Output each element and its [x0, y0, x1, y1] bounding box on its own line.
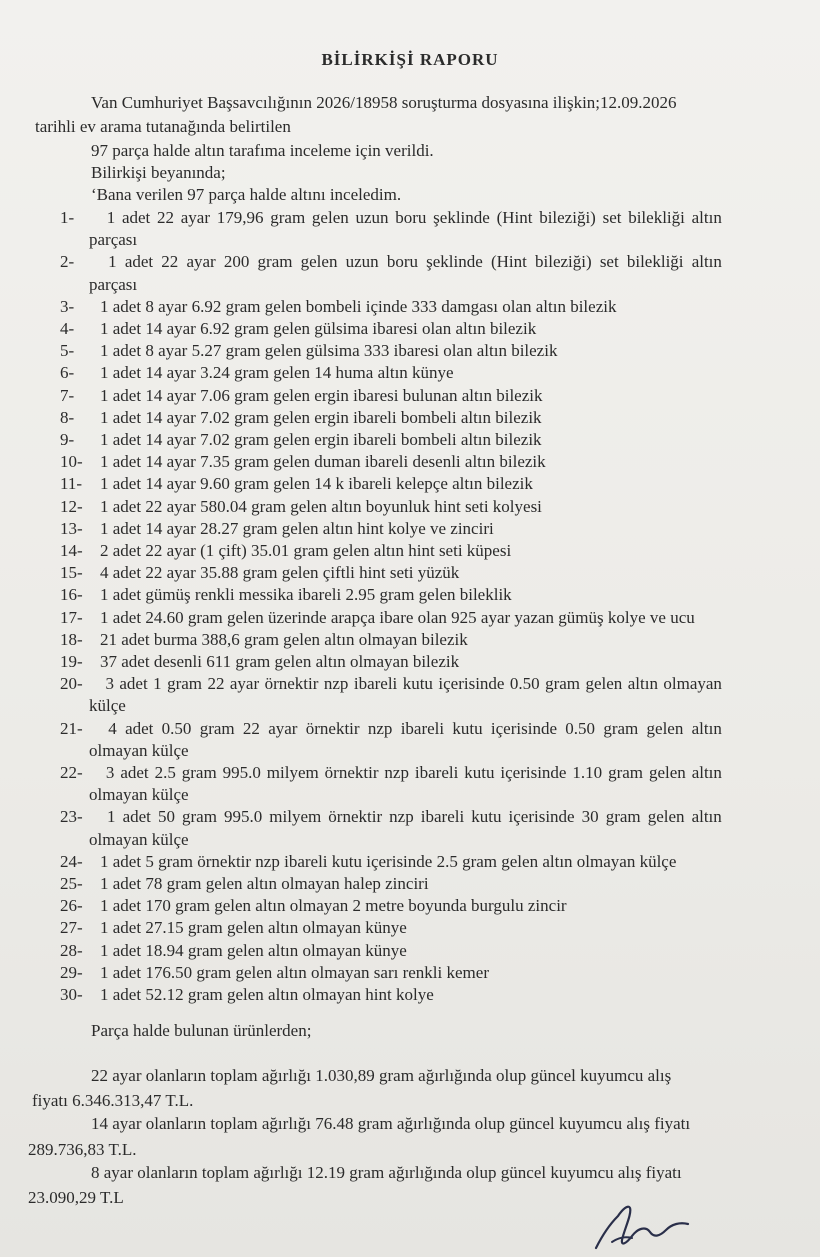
item-text: 1 adet 8 ayar 5.27 gram gelen gülsima 333 ibaresi olan altın bilezik — [100, 341, 558, 361]
item-word: 4 — [108, 718, 117, 738]
item-word: 1 — [153, 674, 162, 694]
item-word: içerisinde — [500, 763, 567, 782]
item-word: altın — [691, 807, 722, 827]
item-word: set — [599, 252, 619, 272]
item-word: nzp — [367, 718, 393, 738]
summary-14-line1: 14 ayar olanların toplam ağırlığı 76.48 gram ağırlığında olup güncel kuyumcu alış fiyatı — [91, 1114, 691, 1133]
item-text: 1 adet 27.15 gram gelen altın olmayan künye — [100, 918, 407, 938]
item-word: (Hint — [490, 252, 527, 272]
item-number: 25- — [60, 874, 83, 893]
item-word: 200 — [223, 252, 250, 272]
item-continuation: parçası — [89, 274, 138, 294]
item-number: 28- — [60, 940, 83, 960]
item-27 — [60, 918, 407, 938]
item-25 — [60, 874, 429, 894]
item-number: 3- — [60, 296, 75, 316]
item-word: ibareli — [414, 763, 459, 782]
item-number: 23- — [60, 807, 83, 827]
item-word: 1 — [106, 208, 116, 227]
item-word: 1 — [107, 807, 116, 827]
item-word: altın — [691, 208, 722, 227]
item-word: kutu — [452, 718, 483, 738]
item-word: gelen — [311, 208, 349, 227]
item-word: 3 — [105, 674, 114, 694]
item-number: 27- — [60, 918, 83, 938]
item-word: 0.50 — [509, 674, 540, 694]
summary-22-line2: fiyatı 6.346.313,47 T.L. — [32, 1091, 194, 1110]
item-word: içerisinde — [508, 807, 575, 827]
item-text: 1 adet 52.12 gram gelen altın olmayan hint kolye — [100, 985, 434, 1004]
item-word: nzp — [389, 807, 414, 827]
item-number: 30- — [60, 985, 83, 1004]
item-word: 0.50 — [161, 718, 192, 738]
item-word: gelen — [585, 674, 623, 694]
summary-22-line1: 22 ayar olanların toplam ağırlığı 1.030,89 gram ağırlığında olup güncel kuyumcu alış — [91, 1066, 672, 1085]
item-word: gelen — [646, 718, 684, 738]
item-word: boru — [395, 208, 427, 227]
item-8 — [60, 408, 542, 428]
item-word: gram — [167, 674, 203, 694]
item-word: 1.10 — [572, 763, 603, 782]
item-text: 1 adet 14 ayar 7.35 gram gelen duman ibareli desenli altın bilezik — [100, 452, 546, 472]
item-word: bileziği) — [535, 252, 592, 272]
item-word: adet — [119, 674, 148, 694]
item-word: altın — [691, 252, 722, 272]
intro-line-1: Van Cumhuriyet Başsavcılığının 2026/18958 soruşturma dosyasına ilişkin;12.09.2026 — [91, 93, 677, 112]
item-word: ibareli — [353, 674, 398, 694]
item-9 — [60, 430, 542, 450]
item-word: ayar — [229, 674, 260, 694]
item-word: örnektir — [264, 674, 319, 694]
item-word: adet — [124, 252, 154, 272]
item-word: 22 — [242, 718, 260, 738]
item-continuation: parçası — [89, 230, 138, 250]
item-20 — [60, 674, 722, 694]
item-text: 1 adet 170 gram gelen altın olmayan 2 metre boyunda burgulu zincir — [100, 896, 567, 916]
item-word: gram — [257, 252, 293, 272]
item-text: 1 adet 14 ayar 7.02 gram gelen ergin ibareli bombeli altın bilezik — [100, 430, 542, 449]
item-14 — [60, 541, 511, 561]
item-word: 22 — [207, 674, 225, 694]
item-text: 1 adet 14 ayar 7.02 gram gelen ergin ibareli bombeli altın bilezik — [100, 407, 542, 427]
item-number: 15- — [60, 563, 83, 583]
item-number: 12- — [60, 496, 83, 516]
item-23 — [60, 807, 722, 827]
item-word: adet — [120, 763, 149, 782]
item-word: 995.0 — [222, 763, 261, 782]
item-word: bilekliği — [626, 252, 684, 272]
item-26 — [60, 896, 567, 916]
item-word: 995.0 — [224, 807, 263, 827]
item-number: 21- — [60, 718, 83, 738]
item-12 — [60, 497, 542, 517]
item-word: şeklinde — [433, 208, 490, 227]
item-word: 30 — [581, 807, 599, 827]
item-13 — [60, 519, 494, 539]
item-word: bileziği) — [539, 208, 596, 227]
item-number: 29- — [60, 962, 83, 982]
item-word: gram — [182, 807, 217, 827]
item-number: 6- — [60, 363, 75, 383]
item-word: şeklinde — [426, 252, 483, 272]
item-word: 0.50 — [565, 718, 596, 738]
item-19 — [60, 652, 459, 672]
item-text: 1 adet 14 ayar 6.92 gram gelen gülsima ibaresi olan altın bilezik — [100, 319, 537, 338]
item-word: gram — [545, 674, 581, 694]
item-number: 13- — [60, 518, 83, 538]
item-word: (Hint — [496, 208, 533, 227]
item-number: 22- — [60, 763, 83, 782]
item-word: 22 — [161, 252, 179, 272]
item-number: 20- — [60, 674, 83, 694]
item-word: 22 — [157, 208, 175, 227]
item-continuation: olmayan külçe — [89, 785, 189, 805]
item-word: nzp — [323, 674, 349, 694]
item-word: adet — [125, 718, 154, 738]
signature — [588, 1196, 708, 1256]
item-text: 21 adet burma 388,6 gram gelen altın olmayan bilezik — [100, 629, 468, 649]
item-word: altın — [627, 674, 658, 694]
item-6 — [60, 363, 454, 383]
item-word: içerisinde — [438, 674, 505, 694]
item-word: set — [602, 208, 622, 227]
item-11 — [60, 474, 533, 494]
item-word: gram — [270, 208, 306, 227]
item-number: 2- — [60, 252, 75, 272]
item-word: gelen — [647, 807, 685, 827]
item-text: 1 adet 8 ayar 6.92 gram gelen bombeli içinde 333 damgası olan altın bilezik — [100, 296, 617, 316]
item-word: 179,96 — [216, 208, 264, 227]
item-number: 1- — [60, 208, 75, 227]
item-number: 11- — [60, 474, 83, 494]
item-word: gelen — [300, 252, 338, 272]
item-24 — [60, 852, 676, 872]
intro-line-5: ‘Bana verilen 97 parça halde altını inceledim. — [91, 185, 402, 204]
item-word: ayar — [180, 208, 211, 227]
item-word: gram — [605, 807, 641, 827]
item-text: 1 adet gümüş renkli messika ibareli 2.95 gram gelen bileklik — [100, 585, 512, 605]
item-word: adet — [122, 807, 151, 827]
item-word: altın — [691, 763, 722, 782]
item-5 — [60, 341, 557, 361]
item-word: kutu — [464, 763, 495, 782]
item-text: 1 adet 14 ayar 9.60 gram gelen 14 k ibareli kelepçe altın bilezik — [100, 474, 533, 494]
item-word: 1 — [108, 252, 117, 272]
item-number: 17- — [60, 607, 83, 627]
item-number: 4- — [60, 319, 75, 338]
item-word: ayar — [186, 252, 216, 272]
intro-line-3: 97 parça halde altın tarafıma inceleme için verildi. — [91, 141, 434, 160]
item-number: 9- — [60, 430, 75, 449]
item-text: 1 adet 5 gram örnektir nzp ibareli kutu içerisinde 2.5 gram gelen altın olmayan külçe — [100, 851, 677, 871]
item-10 — [60, 452, 546, 472]
item-text: 1 adet 78 gram gelen altın olmayan halep zinciri — [100, 874, 429, 893]
item-text: 37 adet desenli 611 gram gelen altın olmayan bilezik — [100, 652, 460, 671]
item-word: gelen — [648, 763, 686, 782]
item-word: 50 — [157, 807, 175, 827]
item-word: örnektir — [328, 807, 383, 827]
item-continuation: olmayan külçe — [89, 740, 189, 760]
item-number: 18- — [60, 629, 83, 649]
item-number: 16- — [60, 585, 83, 605]
item-number: 8- — [60, 407, 75, 427]
item-word: ibareli — [420, 807, 465, 827]
item-15 — [60, 563, 459, 583]
item-text: 2 adet 22 ayar (1 çift) 35.01 gram gelen altın hint seti küpesi — [100, 541, 512, 560]
item-word: milyem — [269, 807, 322, 827]
item-word: ibareli — [400, 718, 445, 738]
item-text: 1 adet 176.50 gram gelen altın olmayan sarı renkli kemer — [100, 962, 489, 982]
summary-8-line2: 23.090,29 T.L — [28, 1188, 124, 1207]
item-word: içerisinde — [490, 718, 557, 738]
item-word: milyem — [266, 763, 319, 782]
summary-intro: Parça halde bulunan ürünlerden; — [91, 1021, 312, 1040]
item-word: gram — [181, 763, 217, 782]
intro-line-4: Bilirkişi beyanında; — [91, 163, 226, 182]
item-text: 1 adet 14 ayar 7.06 gram gelen ergin ibaresi bulunan altın bilezik — [100, 385, 543, 405]
item-word: 2.5 — [154, 763, 176, 782]
item-text: 1 adet 22 ayar 580.04 gram gelen altın boyunluk hint seti kolyesi — [100, 496, 542, 516]
item-16 — [60, 585, 512, 605]
item-28 — [60, 941, 407, 961]
item-word: gram — [199, 718, 235, 738]
item-29 — [60, 963, 489, 983]
intro-line-2: tarihli ev arama tutanağında belirtilen — [35, 117, 291, 136]
item-22 — [60, 763, 722, 783]
item-word: örnektir — [305, 718, 360, 738]
item-3 — [60, 297, 616, 317]
item-word: altın — [691, 718, 722, 738]
item-number: 26- — [60, 896, 83, 916]
item-word: olmayan — [663, 674, 722, 694]
item-word: kutu — [471, 807, 502, 827]
item-18 — [60, 630, 468, 650]
item-text: 1 adet 14 ayar 3.24 gram gelen 14 huma altın künye — [100, 363, 454, 383]
item-text: 4 adet 22 ayar 35.88 gram gelen çiftli hint seti yüzük — [100, 563, 460, 583]
item-4 — [60, 319, 536, 339]
item-number: 5- — [60, 341, 75, 361]
item-number: 14- — [60, 541, 83, 560]
item-word: bilekliği — [628, 208, 685, 227]
item-number: 10- — [60, 452, 83, 472]
item-continuation: olmayan külçe — [89, 829, 189, 849]
item-number: 19- — [60, 652, 83, 671]
item-21 — [60, 719, 722, 739]
item-word: boru — [386, 252, 418, 272]
summary-14-line2: 289.736,83 T.L. — [28, 1140, 137, 1159]
item-word: örnektir — [324, 763, 379, 782]
item-7 — [60, 386, 543, 406]
item-number: 24- — [60, 851, 83, 871]
item-word: uzun — [355, 208, 389, 227]
item-text: 1 adet 24.60 gram gelen üzerinde arapça ibare olan 925 ayar yazan gümüş kolye ve ucu — [100, 607, 695, 627]
item-word: ayar — [268, 718, 298, 738]
item-word: uzun — [345, 252, 379, 272]
report-title: BİLİRKİŞİ RAPORU — [321, 50, 499, 69]
item-number: 7- — [60, 385, 75, 405]
item-17 — [60, 608, 695, 628]
item-1 — [60, 208, 722, 228]
item-word: 3 — [105, 763, 115, 782]
item-word: kutu — [402, 674, 433, 694]
item-word: gram — [608, 763, 644, 782]
item-word: gram — [603, 718, 639, 738]
summary-8-line1: 8 ayar olanların toplam ağırlığı 12.19 gram ağırlığında olup güncel kuyumcu alış fiyatı — [91, 1163, 682, 1182]
item-30 — [60, 985, 434, 1005]
item-2 — [60, 252, 722, 272]
item-word: adet — [121, 208, 151, 227]
item-text: 1 adet 18.94 gram gelen altın olmayan künye — [100, 940, 407, 960]
item-continuation: külçe — [89, 696, 126, 716]
item-text: 1 adet 14 ayar 28.27 gram gelen altın hint kolye ve zinciri — [100, 518, 494, 538]
item-word: nzp — [384, 763, 409, 782]
